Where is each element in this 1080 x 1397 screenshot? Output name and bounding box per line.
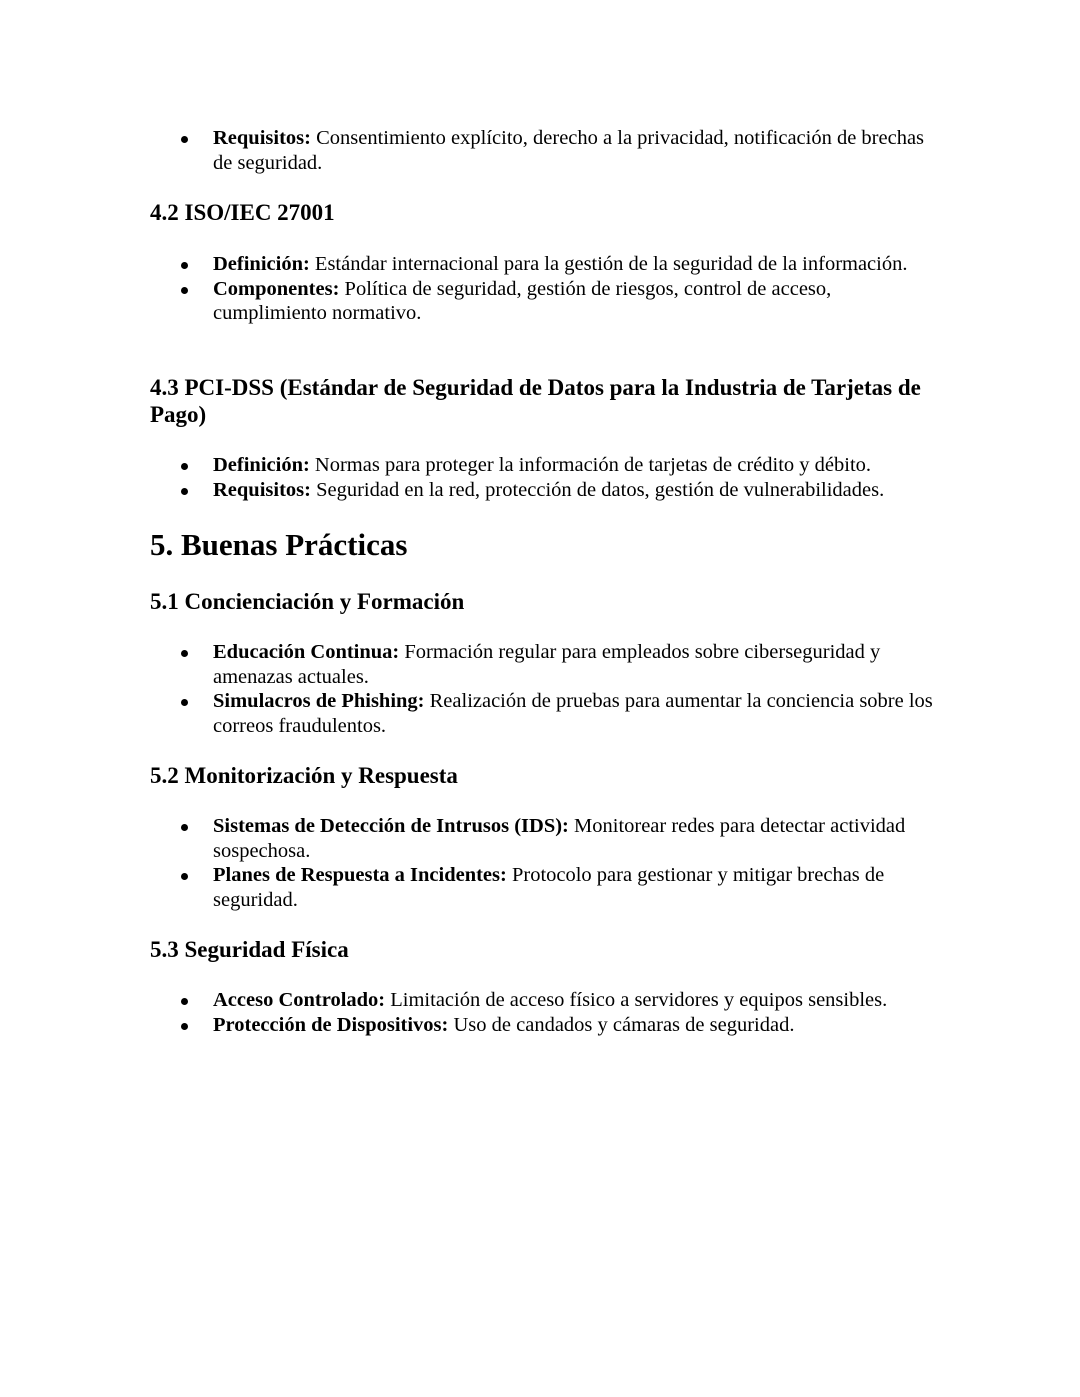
list-item (0, 252, 938, 277)
bullet-list-gdpr (0, 126, 1080, 175)
bullet-list-4-3 (0, 453, 1080, 502)
bullet-icon (181, 1023, 188, 1030)
list-item (0, 453, 938, 478)
bullet-icon (181, 287, 188, 294)
bullet-list-5-3 (0, 988, 1080, 1037)
item-text: Normas para proteger la información de tarjetas de crédito y débito. (309, 454, 872, 476)
item-term: Planes de Respuesta a Incidentes: (213, 864, 507, 886)
bullet-icon (181, 262, 188, 269)
section-heading-4-3: 4.3 PCI-DSS (Estándar de Seguridad de Datos para la Industria de Tarjetas de Pago) (150, 375, 921, 427)
list-item (0, 814, 938, 863)
item-text: Protocolo para gestionar y mitigar brechas de seguridad. (213, 864, 885, 911)
list-item (0, 478, 938, 503)
item-text: Estándar internacional para la gestión de la seguridad de la información. (309, 253, 908, 275)
list-item (0, 1013, 938, 1038)
list-item (0, 988, 938, 1013)
item-text: Política de seguridad, gestión de riesgos, control de acceso, cumplimiento normativo. (213, 277, 832, 324)
item-term: Definición: (213, 253, 310, 275)
bullet-icon (181, 463, 188, 470)
item-text: Seguridad en la red, protección de datos, gestión de vulnerabilidades. (310, 478, 885, 501)
list-item (0, 277, 938, 326)
bullet-icon (181, 136, 188, 143)
item-text: Uso de candados y cámaras de seguridad. (448, 1013, 795, 1036)
item-term: Simulacros de Phishing: (213, 690, 425, 712)
bullet-icon (181, 824, 188, 831)
item-text: Monitorear redes para detectar actividad sospechosa. (213, 815, 906, 862)
item-term: Acceso Controlado: (213, 989, 386, 1011)
bullet-list-4-2 (0, 252, 1080, 326)
item-term: Educación Continua: (213, 641, 400, 663)
section-heading-5: 5. Buenas Prácticas (150, 527, 408, 562)
item-term: Requisitos: (213, 127, 311, 149)
item-term: Sistemas de Detección de Intrusos (IDS): (213, 815, 569, 837)
list-item (0, 863, 938, 912)
bullet-icon (181, 873, 188, 880)
bullet-icon (181, 650, 188, 657)
bullet-list-5-1 (0, 640, 1080, 738)
item-term: Componentes: (213, 277, 340, 300)
bullet-icon (181, 699, 188, 706)
item-text: Realización de pruebas para aumentar la conciencia sobre los correos fraudulentos. (213, 690, 933, 737)
bullet-icon (181, 998, 188, 1005)
section-heading-5-2: 5.2 Monitorización y Respuesta (150, 763, 458, 788)
list-item (0, 640, 938, 689)
item-term: Protección de Dispositivos: (213, 1013, 449, 1036)
section-heading-4-2: 4.2 ISO/IEC 27001 (150, 200, 335, 225)
list-item (0, 689, 938, 738)
item-text: Consentimiento explícito, derecho a la privacidad, notificación de brechas de seguridad. (213, 127, 925, 174)
item-term: Definición: (213, 454, 310, 476)
section-heading-5-1: 5.1 Concienciación y Formación (150, 589, 465, 614)
list-item (0, 126, 938, 175)
bullet-list-5-2 (0, 814, 1080, 912)
item-term: Requisitos: (213, 478, 311, 501)
item-text: Limitación de acceso físico a servidores y equipos sensibles. (385, 989, 888, 1011)
bullet-icon (181, 488, 188, 495)
section-heading-5-3: 5.3 Seguridad Física (150, 937, 349, 962)
item-text: Formación regular para empleados sobre ciberseguridad y amenazas actuales. (213, 641, 881, 688)
